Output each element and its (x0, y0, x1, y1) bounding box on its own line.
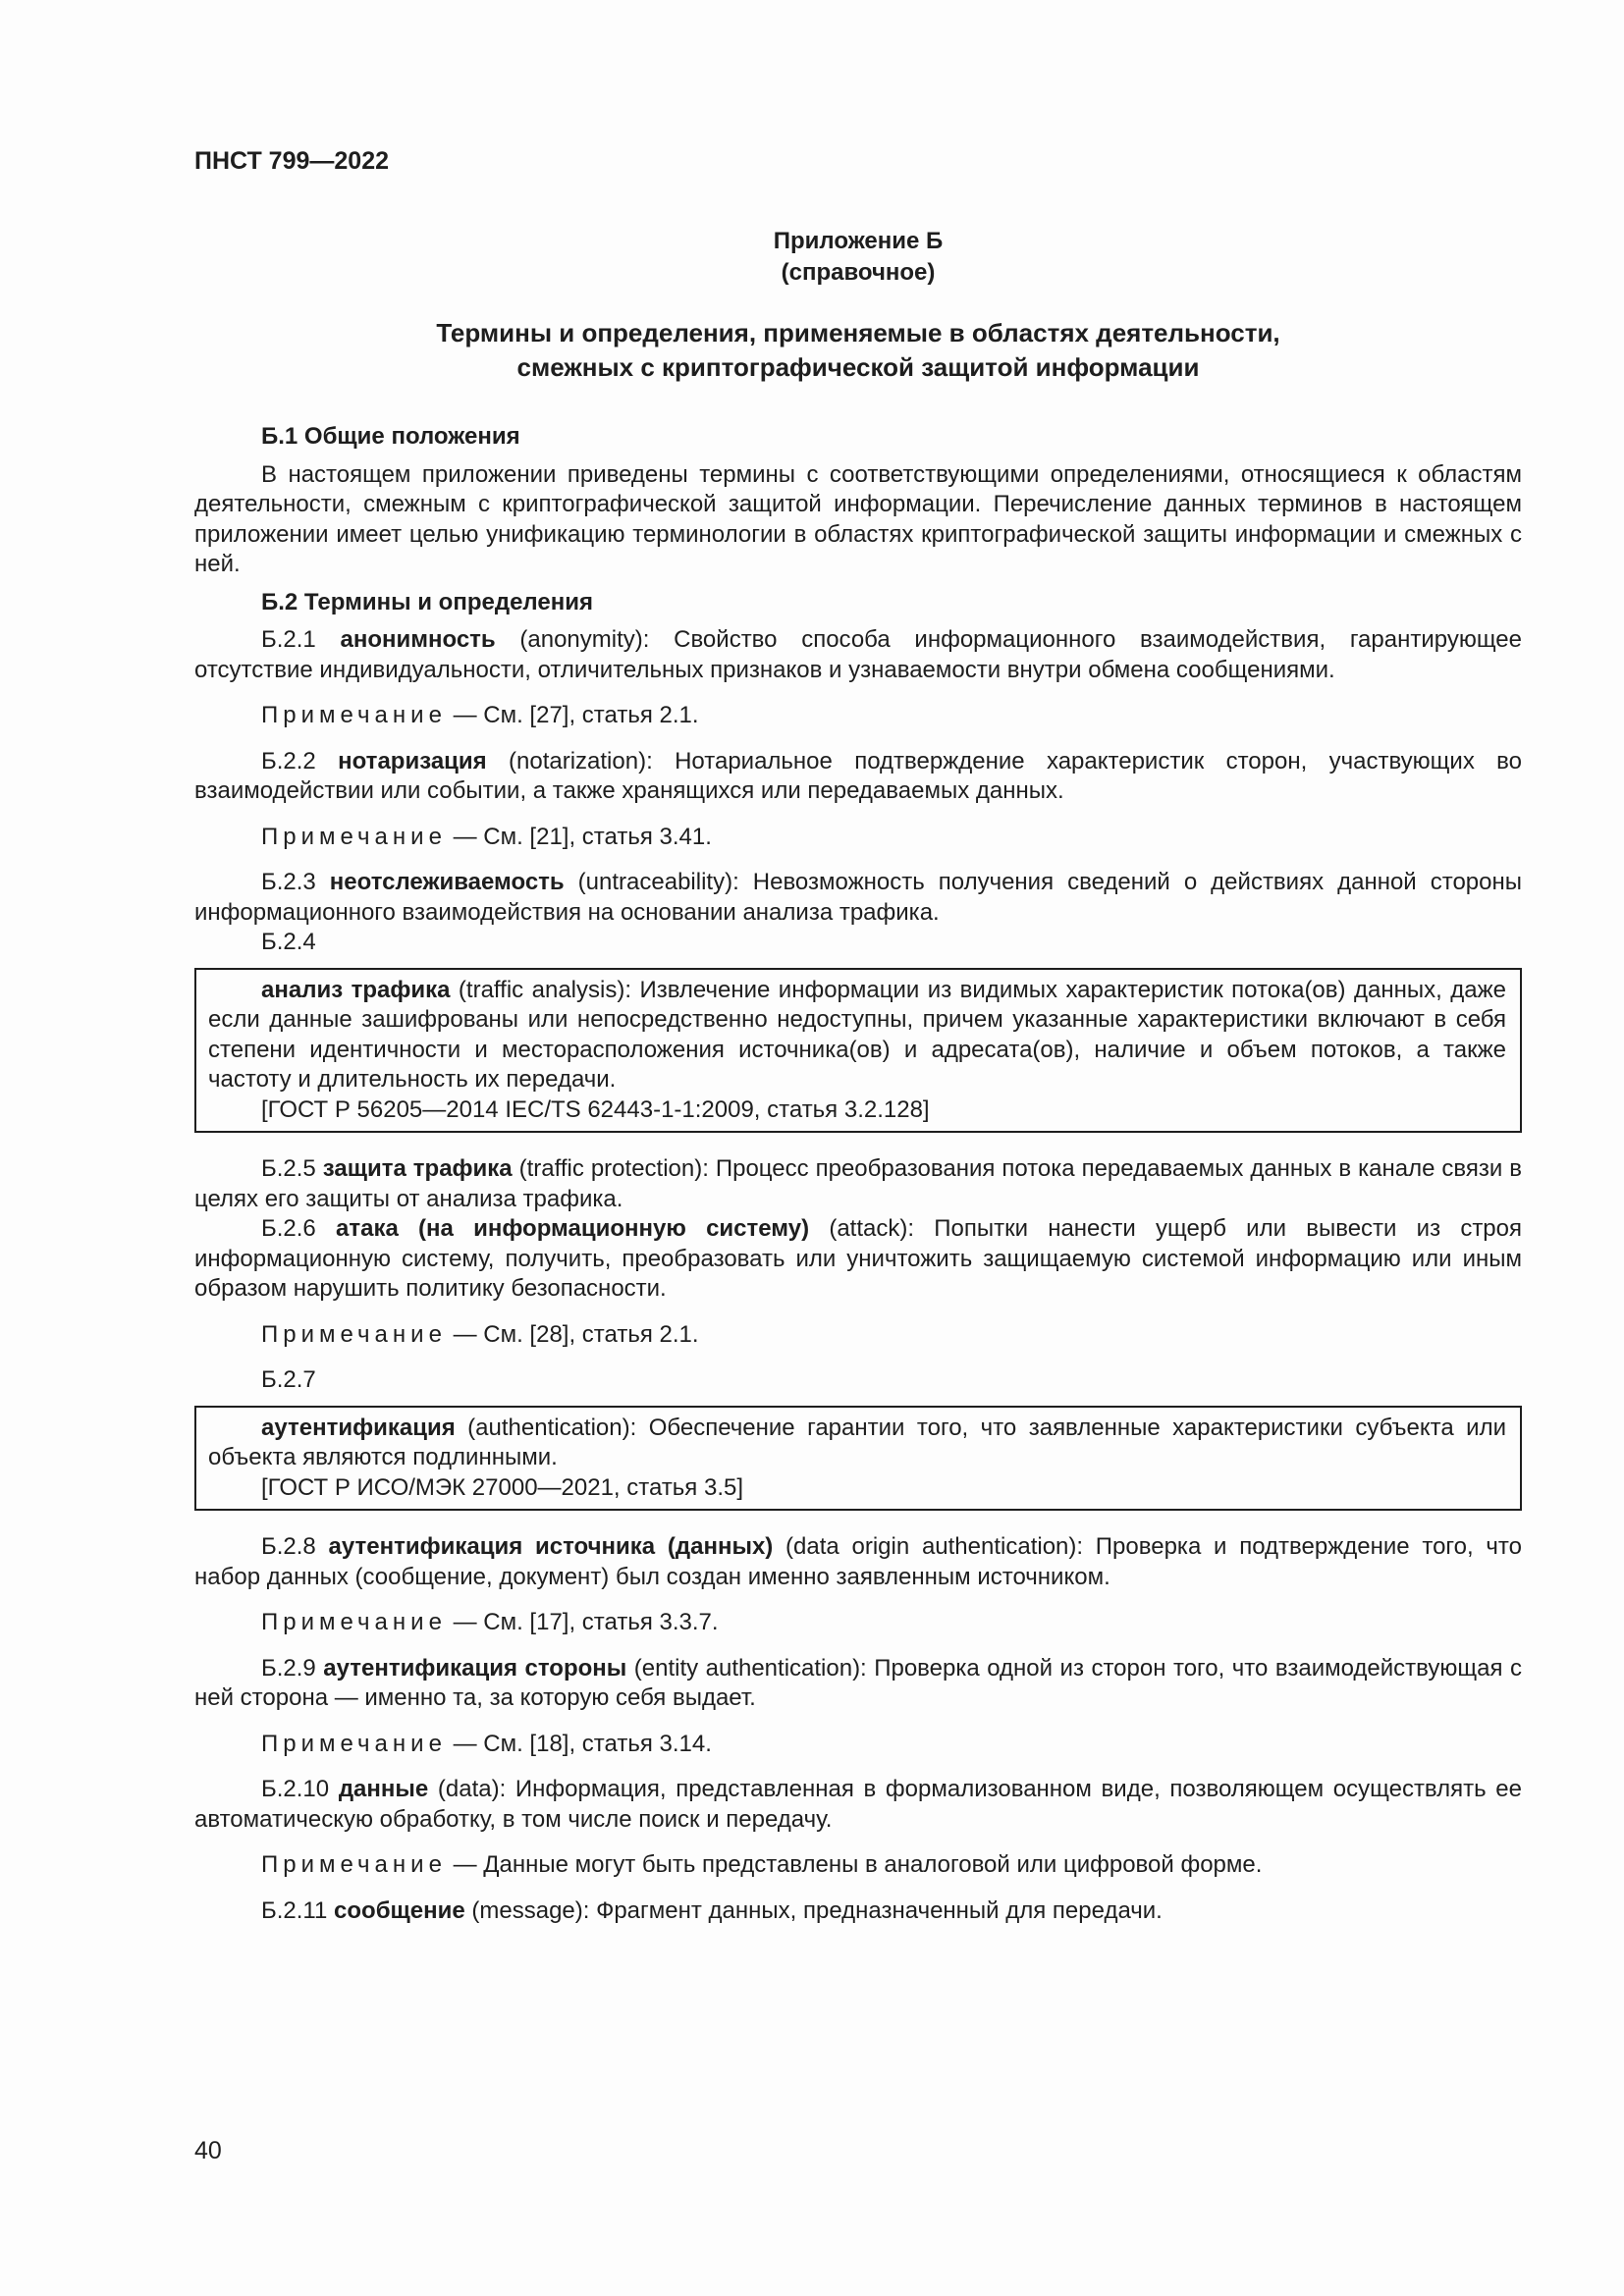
term-number: Б.2.9 (261, 1654, 316, 1682)
term-entry (194, 1775, 1522, 1835)
term-definition: (data): Информация, представленная в формализованном виде, позволяющем осуществлять ее автоматическую обработку, в том числе поиск и передачу. (194, 1776, 1522, 1833)
term-definition: (authentication): Обеспечение гарантии того, что заявленные характеристики субъекта или объекта являются подлинными. (208, 1414, 1506, 1470)
document-body (194, 422, 1522, 1926)
note-label: Примечание (261, 702, 447, 728)
term-name: аутентификация (261, 1414, 456, 1441)
note-label: Примечание (261, 1320, 447, 1348)
term-entry (194, 1154, 1522, 1214)
term-entry (194, 625, 1522, 685)
term-number: Б.2.10 (261, 1776, 330, 1802)
term-name: анализ трафика (261, 976, 451, 1003)
term-definition: (traffic analysis): Извлечение информации из видимых характеристик потока(ов) данных, даже если данные зашифрованы или непосредственно недоступны, причем указанные характеристики включают в себя степени идентичности и месторасположения источника(ов) и адресата(ов), наличие и объем потоков, а также частоту и длительность их передачи. (208, 976, 1506, 1093)
section-b1-paragraph: В настоящем приложении приведены термины с соответствующими определениями, относящиеся к областям деятельности, смежным с криптографической защитой информации. Перечисление данных терминов в настоящем приложении имеет целью унификацию терминологии в областях криптографической защиты информации и смежных с ней. (194, 460, 1522, 577)
term-number-standalone: Б.2.4 (261, 929, 316, 955)
term-number: Б.2.8 (261, 1533, 316, 1560)
term-number: Б.2.3 (261, 869, 316, 895)
term-entry (194, 1654, 1522, 1714)
note-label: Примечание (261, 1851, 447, 1878)
note-label: Примечание (261, 1609, 447, 1635)
term-name: данные (338, 1776, 429, 1802)
note-text: — См. [17], статья 3.3.7. (446, 1609, 719, 1635)
term-source: [ГОСТ Р ИСО/МЭК 27000—2021, статья 3.5] (261, 1473, 744, 1501)
note-label: Примечание (261, 823, 447, 850)
term-number: Б.2.1 (261, 626, 316, 653)
term-note (194, 701, 1522, 731)
term-name: аутентификация стороны (323, 1654, 627, 1682)
note-text: — Данные могут быть представлены в аналоговой или цифровой форме. (446, 1851, 1263, 1878)
appendix-title: Приложение Б (773, 228, 944, 254)
term-name: анонимность (340, 626, 496, 653)
appendix-heading (194, 316, 1522, 385)
term-name: аутентификация источника (данных) (328, 1533, 774, 1560)
term-number: Б.2.6 (261, 1215, 316, 1242)
page-number: 40 (194, 2137, 222, 2164)
term-name: нотаризация (338, 747, 487, 774)
section-heading-b1: Б.1 Общие положения (261, 423, 520, 450)
term-definition: (notarization): Нотариальное подтверждение характеристик сторон, участвующих во взаимодействии или событии, а также хранящихся или передаваемых данных. (194, 747, 1522, 804)
term-entry (194, 1896, 1522, 1927)
term-box (194, 968, 1522, 1134)
term-note (194, 1608, 1522, 1638)
term-definition: (attack): Попытки нанести ущерб или вывести из строя информационную систему, получить, преобразовать или уничтожить защищаемую системой информацию или иным образом нарушить политику безопасности. (194, 1215, 1522, 1302)
term-entry (194, 868, 1522, 928)
term-name: сообщение (334, 1896, 465, 1924)
term-number-standalone: Б.2.7 (261, 1366, 316, 1393)
term-name: защита трафика (322, 1155, 513, 1182)
appendix-heading-line-2: смежных с криптографической защитой информации (516, 352, 1200, 382)
note-text: — См. [27], статья 2.1. (446, 702, 699, 728)
term-entry (208, 1414, 1506, 1473)
appendix-heading-line-1: Термины и определения, применяемые в областях деятельности, (436, 318, 1280, 347)
note-text: — См. [28], статья 2.1. (446, 1320, 699, 1348)
term-entry (194, 747, 1522, 807)
term-note (194, 1850, 1522, 1881)
term-definition: (anonymity): Свойство способа информационного взаимодействия, гарантирующее отсутствие индивидуальности, отличительных признаков и узнаваемости внутри обмена сообщениями. (194, 626, 1522, 683)
term-number: Б.2.2 (261, 747, 316, 774)
term-definition: (untraceability): Невозможность получения сведений о действиях данной стороны информационного взаимодействия на основании анализа трафика. (194, 869, 1522, 926)
term-box (194, 1406, 1522, 1512)
term-source: [ГОСТ Р 56205—2014 IEC/TS 62443-1-1:2009, статья 3.2.128] (261, 1095, 930, 1123)
document-id: ПНСТ 799—2022 (194, 147, 389, 175)
note-label: Примечание (261, 1730, 447, 1757)
term-entry (194, 1214, 1522, 1305)
note-text: — См. [21], статья 3.41. (446, 823, 712, 850)
appendix-status: (справочное) (781, 259, 936, 286)
appendix-title-block (194, 226, 1522, 289)
term-definition: (traffic protection): Процесс преобразования потока передаваемых данных в канале связи в целях его защиты от анализа трафика. (194, 1155, 1523, 1212)
term-number: Б.2.11 (261, 1896, 328, 1924)
term-note (194, 1730, 1522, 1760)
term-definition: (data origin authentication): Проверка и подтверждение того, что набор данных (сообщение, документ) был создан именно заявленным источником. (194, 1533, 1522, 1590)
term-name: неотслеживаемость (329, 869, 565, 895)
note-text: — См. [18], статья 3.14. (446, 1730, 712, 1757)
term-number: Б.2.5 (261, 1155, 316, 1182)
term-note (194, 823, 1522, 853)
term-name: атака (на информационную систему) (336, 1215, 810, 1242)
term-definition: (entity authentication): Проверка одной из сторон того, что взаимодействующая с ней сторона — именно та, за которую себя выдает. (194, 1654, 1522, 1711)
term-definition: (message): Фрагмент данных, предназначенный для передачи. (464, 1896, 1163, 1924)
section-heading-b2: Б.2 Термины и определения (261, 588, 593, 615)
term-entry (208, 976, 1506, 1095)
term-entry (194, 1532, 1522, 1592)
term-note (194, 1320, 1522, 1351)
